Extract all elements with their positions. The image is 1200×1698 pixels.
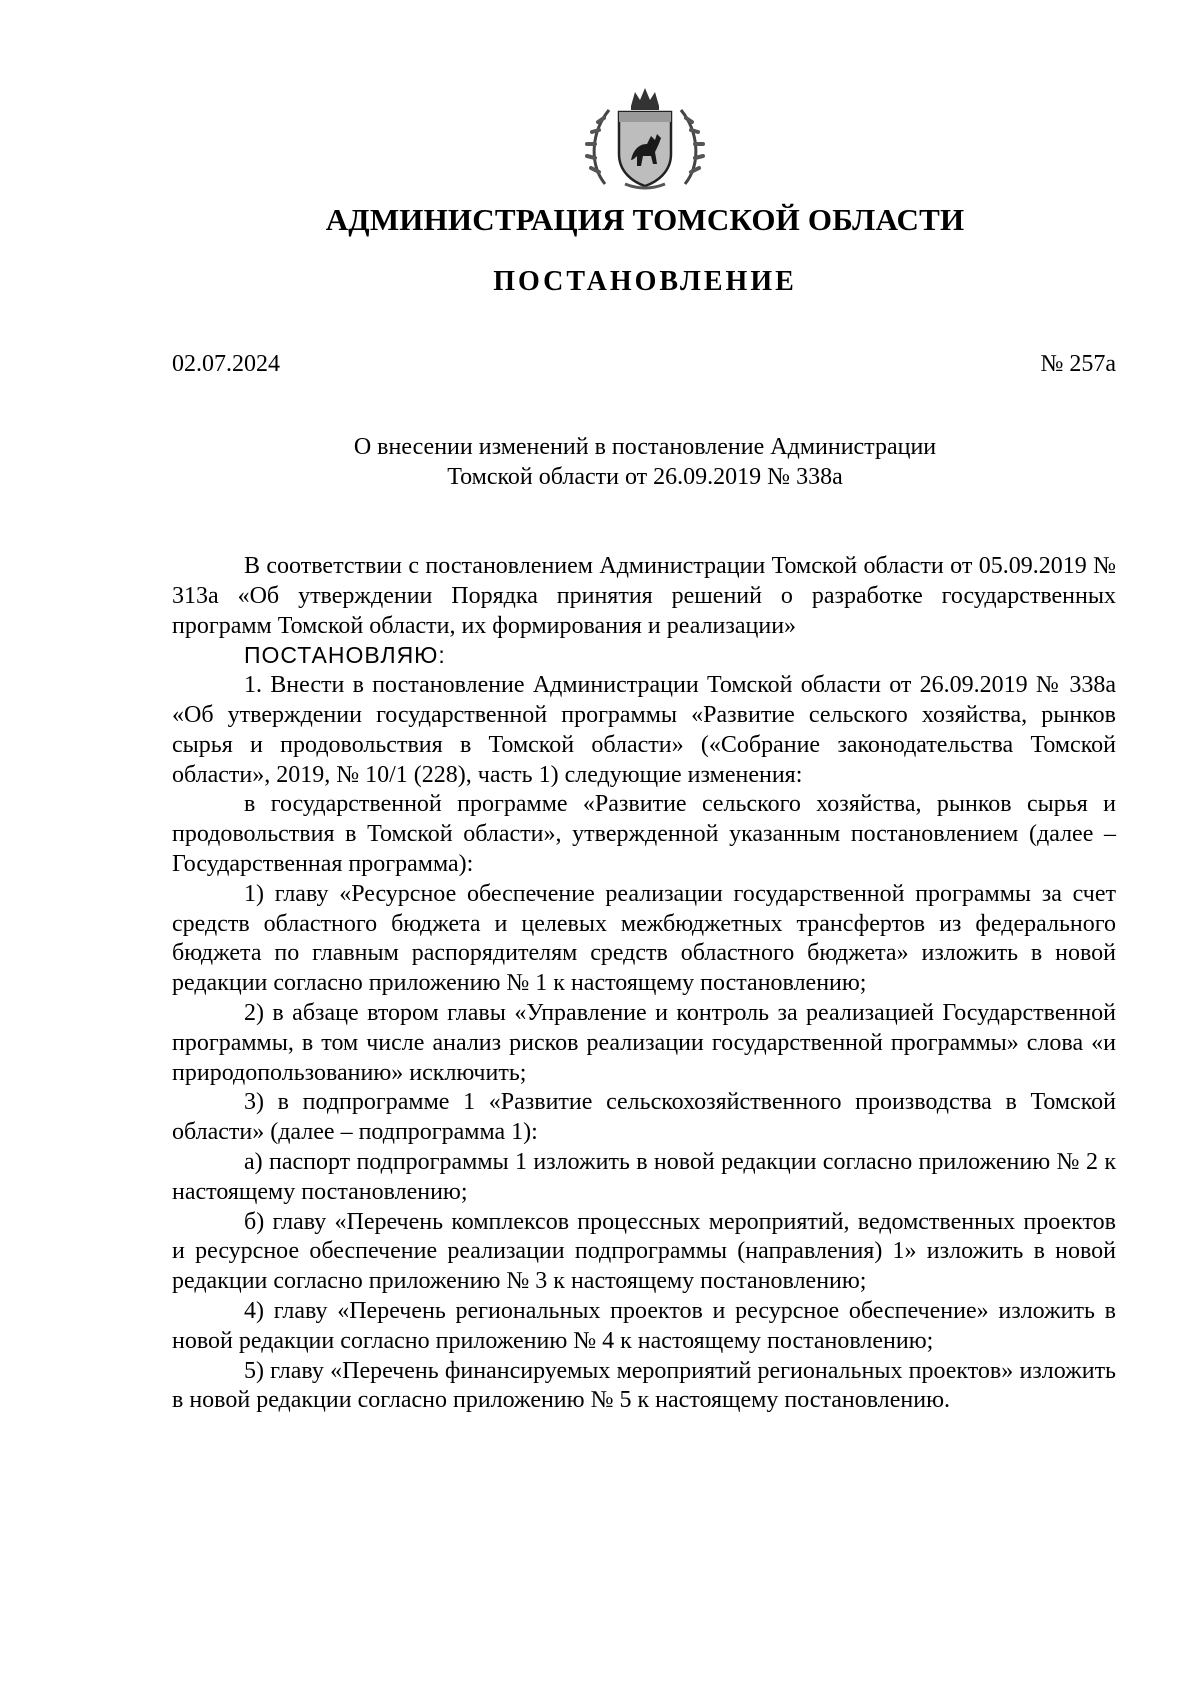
subject-line-1: О внесении изменений в постановление Администрации [353, 434, 937, 460]
subject-line-2: Томской области от 26.09.2019 № 338а [447, 464, 843, 490]
subitem-3a-paragraph: а) паспорт подпрограммы 1 изложить в новой редакции согласно приложению № 2 к настоящему постановлению; [172, 1148, 1116, 1205]
decree-word: ПОСТАНОВЛЯЮ: [244, 642, 446, 669]
document-body [172, 552, 1116, 1416]
document-number: № 257а [1040, 351, 1116, 377]
subitem-2-paragraph: 2) в абзаце втором главы «Управление и контроль за реализацией Государственной программы, в том числе анализ рисков реализации государственной программы» слова «и природопользованию» исключить; [172, 999, 1116, 1086]
document-type-title: ПОСТАНОВЛЕНИЕ [493, 266, 797, 297]
subitem-5-paragraph: 5) главу «Перечень финансируемых мероприятий региональных проектов» изложить в новой редакции согласно приложению № 5 к настоящему постановлению. [172, 1357, 1116, 1414]
item-1-intro-paragraph: в государственной программе «Развитие сельского хозяйства, рынков сырья и продовольствия в Томской области», утвержденной указанным постановлением (далее – Государственная программа): [172, 791, 1116, 877]
document-subject [240, 432, 1050, 492]
item-1-paragraph: 1. Внести в постановление Администрации Томской области от 26.09.2019 № 338а «Об утверждении государственной программы «Развитие сельского хозяйства, рынков сырья и продовольствия в Томской области» («Собрание законодательства Томской области», 2019, № 10/1 (228), часть 1) следующие изменения: [172, 672, 1116, 788]
preamble-paragraph: В соответствии с постановлением Администрации Томской области от 05.09.2019 № 313а «Об утверждении Порядка принятия решений о разработке государственных программ Томской области, их формирования и реализации» [172, 553, 1116, 639]
subitem-4-paragraph: 4) главу «Перечень региональных проектов и ресурсное обеспечение» изложить в новой редакции согласно приложению № 4 к настоящему постановлению; [172, 1297, 1116, 1354]
coat-of-arms-icon [585, 84, 705, 194]
document-date: 02.07.2024 [172, 351, 280, 377]
organization-title: АДМИНИСТРАЦИЯ ТОМСКОЙ ОБЛАСТИ [325, 202, 965, 237]
subitem-3-paragraph: 3) в подпрограмме 1 «Развитие сельскохозяйственного производства в Томской области» (далее – подпрограмма 1): [172, 1089, 1116, 1146]
subitem-3b-paragraph: б) главу «Перечень комплексов процессных мероприятий, ведомственных проектов и ресурсное обеспечение реализации подпрограммы (направления) 1» изложить в новой редакции согласно приложению № 3 к настоящему постановлению; [172, 1208, 1116, 1295]
subitem-1-paragraph: 1) главу «Ресурсное обеспечение реализации государственной программы за счет средств областного бюджета и целевых межбюджетных трансфертов из федерального бюджета по главным распорядителям средств областного бюджета» изложить в новой редакции согласно приложению № 1 к настоящему постановлению; [172, 880, 1116, 997]
